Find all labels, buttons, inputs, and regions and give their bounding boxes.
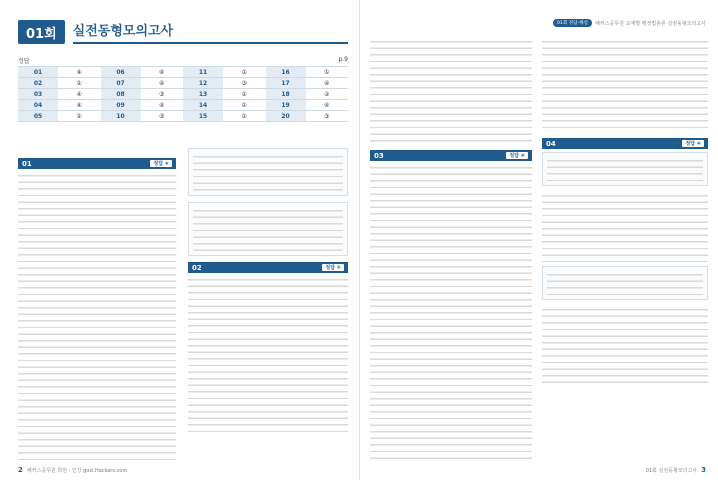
answer-tag: 정답 ④ [682, 140, 704, 147]
answer-value: ③ [141, 89, 184, 100]
page-number: 3 [701, 466, 706, 474]
table-row [18, 89, 348, 100]
right-footer [646, 466, 706, 474]
answer-value: ④ [141, 67, 184, 78]
header-text: 해커스공무원 교재별 행정법총론 실전동형모의고사 [594, 20, 706, 27]
explanation-text-block [18, 172, 176, 462]
header-strip [553, 19, 706, 27]
answer-tag: 정답 ④ [150, 160, 172, 167]
answer-number: 04 [18, 100, 58, 111]
round-badge: 01회 [18, 20, 65, 44]
answer-value: ② [306, 89, 349, 100]
answer-value: ③ [306, 111, 349, 122]
title-band [18, 20, 348, 44]
explanation-box [188, 148, 348, 196]
answer-number: 13 [183, 89, 223, 100]
answer-number: 11 [183, 67, 223, 78]
footer-text: 01회 실전동형모의고사 [645, 467, 698, 474]
section-02-header [188, 262, 348, 273]
answer-number: 03 [18, 89, 58, 100]
answer-number: 07 [101, 78, 141, 89]
section-number: 01 [22, 159, 32, 168]
section-number: 03 [374, 151, 384, 160]
answer-key-page: p.9 [338, 56, 348, 63]
explanation-box [188, 202, 348, 256]
answer-number: 18 [266, 89, 306, 100]
answer-value: ④ [141, 78, 184, 89]
page-number: 2 [18, 466, 23, 474]
answer-value: ④ [306, 78, 349, 89]
answer-number: 06 [101, 67, 141, 78]
answer-number: 10 [101, 111, 141, 122]
explanation-text-block [188, 276, 348, 436]
answer-value: ④ [141, 100, 184, 111]
table-row [18, 111, 348, 122]
table-row [18, 78, 348, 89]
answer-number: 20 [266, 111, 306, 122]
answer-number: 19 [266, 100, 306, 111]
answer-number: 08 [101, 89, 141, 100]
right-page [359, 0, 718, 480]
answer-number: 12 [183, 78, 223, 89]
section-number: 02 [192, 263, 202, 272]
answer-value: ③ [141, 111, 184, 122]
explanation-text-block [370, 38, 532, 142]
left-footer [18, 466, 127, 474]
section-01-header [18, 158, 176, 169]
answer-value: ① [58, 111, 101, 122]
answer-number: 09 [101, 100, 141, 111]
explanation-box [542, 152, 708, 186]
page-title: 실전동형모의고사 [73, 20, 348, 44]
table-row [18, 67, 348, 78]
answer-value: ① [58, 78, 101, 89]
answer-number: 14 [183, 100, 223, 111]
section-03-header [370, 150, 532, 161]
explanation-text-block [542, 192, 708, 262]
answer-number: 05 [18, 111, 58, 122]
table-row [18, 100, 348, 111]
answer-number: 17 [266, 78, 306, 89]
answer-key-table [18, 66, 348, 122]
answer-key-label-row [18, 56, 348, 65]
answer-value: ④ [58, 89, 101, 100]
explanation-text-block [370, 164, 532, 464]
section-number: 04 [546, 139, 556, 148]
explanation-text-block [542, 306, 708, 384]
explanation-box [542, 266, 708, 300]
answer-value: ① [306, 67, 349, 78]
answer-value: ① [223, 67, 266, 78]
answer-number: 15 [183, 111, 223, 122]
answer-key-label: 정답 [18, 58, 30, 65]
explanation-text-block [542, 38, 708, 130]
answer-value: ① [223, 100, 266, 111]
answer-tag: 정답 ① [322, 264, 344, 271]
answer-value: ③ [223, 78, 266, 89]
answer-value: ④ [306, 100, 349, 111]
header-pill: 01회 정답·해설 [553, 19, 592, 27]
answer-value: ④ [58, 67, 101, 78]
answer-value: ① [223, 89, 266, 100]
answer-number: 16 [266, 67, 306, 78]
answer-value: ① [223, 111, 266, 122]
answer-number: 02 [18, 78, 58, 89]
answer-number: 01 [18, 67, 58, 78]
answer-tag: 정답 ④ [506, 152, 528, 159]
section-04-header [542, 138, 708, 149]
footer-text: 해커스공무원 학원 · 인강 gosi.Hackers.com [26, 467, 128, 474]
answer-value: ④ [58, 100, 101, 111]
